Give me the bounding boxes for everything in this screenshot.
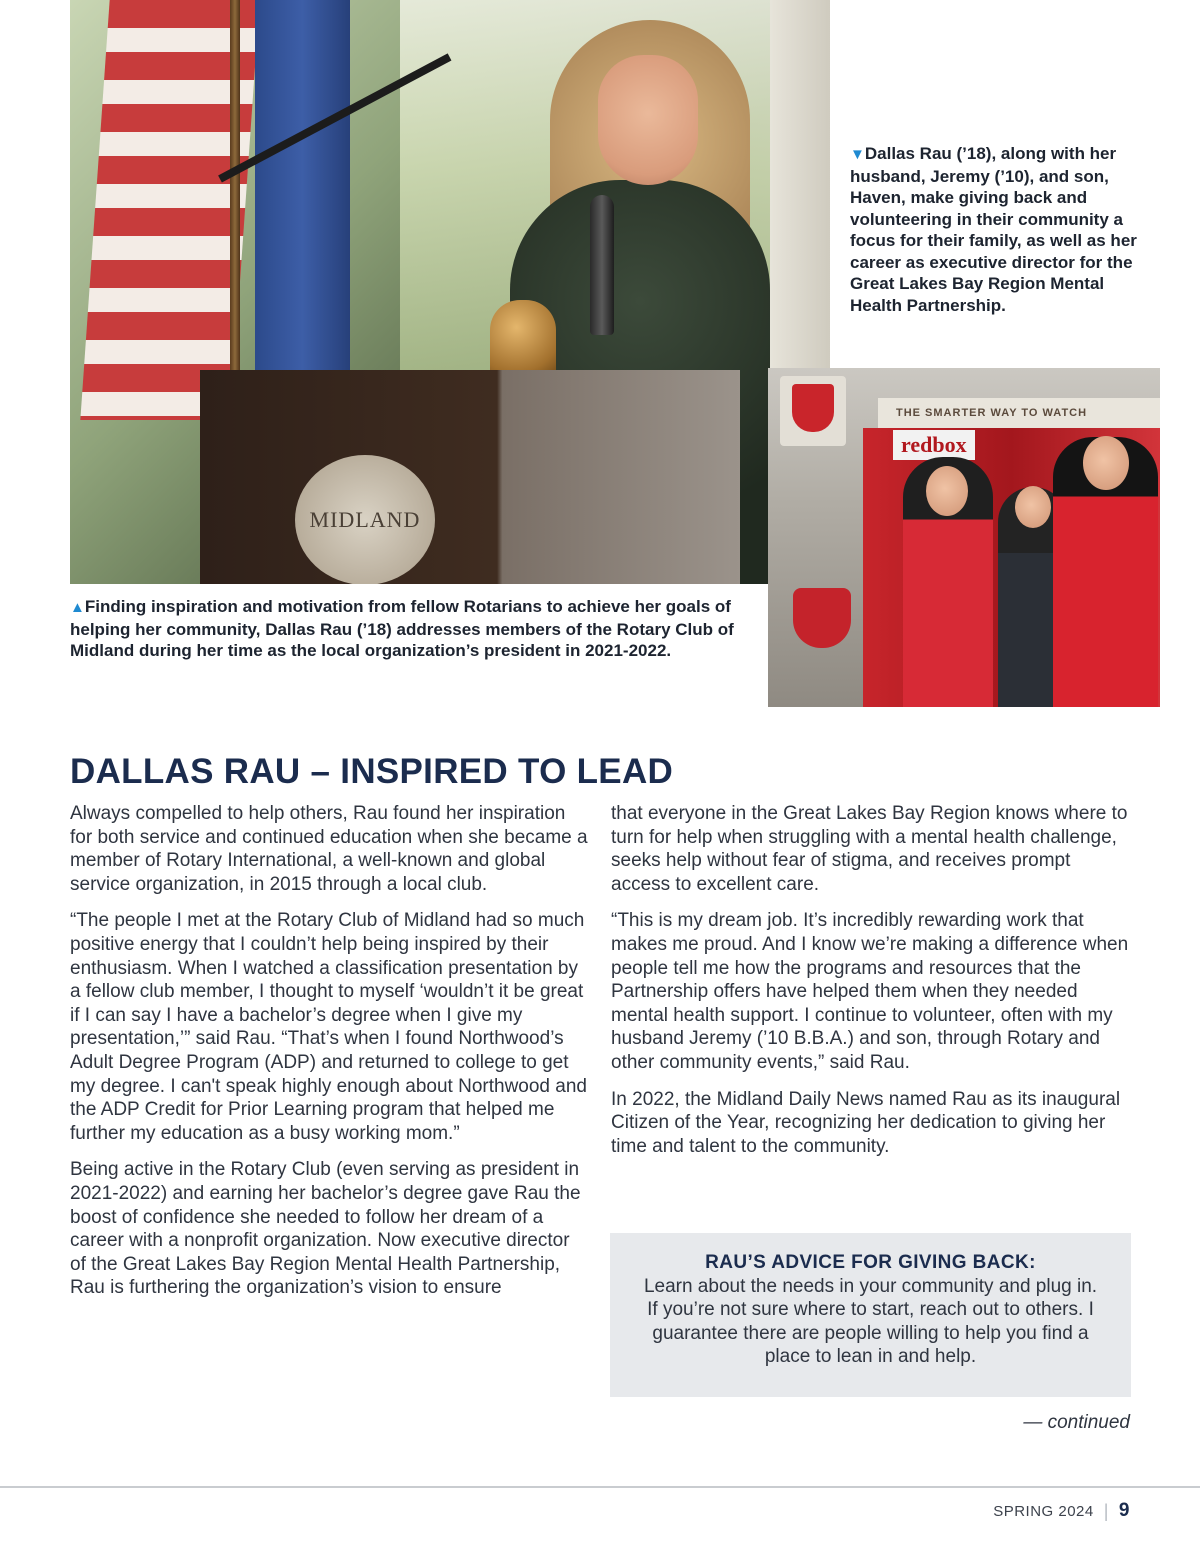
body-paragraph: that everyone in the Great Lakes Bay Region knows where to turn for help when struggling with a mental health challenge, seeks help without fear of stigma, and receives prompt access to excellent care. (611, 803, 1128, 895)
triangle-down-icon: ▼ (850, 146, 865, 163)
page-number: 9 (1118, 1500, 1130, 1521)
article-column-right (611, 802, 1131, 1171)
photo-family-volunteering (768, 368, 1160, 707)
article-column-left (70, 802, 590, 1313)
redbox-sign: redbox (893, 430, 975, 460)
podium-logo: MIDLAND (295, 455, 435, 584)
footer-separator: | (1103, 1500, 1109, 1521)
issue-label: SPRING 2024 (993, 1502, 1094, 1520)
rotary-bell (490, 300, 556, 378)
state-flag (255, 0, 350, 380)
body-paragraph: Always compelled to help others, Rau found her inspiration for both service and continued education when she became a member of Rotary International, a well-known and global service organization, in 2015 through a local club. (70, 803, 588, 895)
continued-note: — continued (1023, 1412, 1130, 1433)
photo-caption-podium: ▲Finding inspiration and motivation from fellow Rotarians to achieve her goals of helping her community, Dallas Rau (’18) addresses members of the Rotary Club of Midland during her time as the local organization’s president in 2021-2022. (70, 597, 734, 660)
body-paragraph: Being active in the Rotary Club (even serving as president in 2021-2022) and earning her bachelor’s degree gave Rau the boost of confidence she needed to follow her dream of a career with a nonprofit organization. Now executive director of the Great Lakes Bay Region Mental Health Partnership, Rau is furthering the organization’s vision to ensure (70, 1159, 581, 1299)
body-paragraph: “The people I met at the Rotary Club of Midland had so much positive energy that I couldn’t help being inspired by their enthusiasm. When I watched a classification presentation by a fellow club member, I thought to myself ‘wouldn’t it be great if I can say I have a bachelor’s degree when I give my presentation,’” said Rau. “That’s when I found Northwood’s Adult Degree Program (ADP) and returned to college to get my degree. I can't speak highly enough about Northwood and the ADP Credit for Prior Learning program that helped me further my education as a busy working mom.” (70, 910, 587, 1144)
footer-divider (0, 1486, 1200, 1488)
article-headline: DALLAS RAU – INSPIRED TO LEAD (70, 752, 674, 791)
photo-rotary-podium (70, 0, 830, 584)
advice-text: Learn about the needs in your community and plug in. If you’re not sure where to start, reach out to others. I guarantee there are people willing to help you find a place to lean in and help. (643, 1275, 1098, 1368)
red-kettle (793, 588, 851, 648)
photo-caption-family: ▼Dallas Rau (’18), along with her husband, Jeremy (’10), and son, Haven, make giving back and volunteering in their community a focus for their family, as well as her career as executive director for the Great Lakes Bay Region Mental Health Partnership. (850, 144, 1137, 315)
microphone (590, 195, 614, 335)
store-banner: THE SMARTER WAY TO WATCH (878, 398, 1160, 428)
page-footer (993, 1500, 1130, 1522)
salvation-army-sign (780, 376, 846, 446)
advice-title: RAU’S ADVICE FOR GIVING BACK: (705, 1252, 1036, 1273)
triangle-up-icon: ▲ (70, 599, 85, 616)
body-paragraph: “This is my dream job. It’s incredibly rewarding work that makes me proud. And I know we’re making a difference when people tell me how the programs and resources that the Partnership offers have helped them when they needed mental health support. I continue to volunteer, often with my husband Jeremy (’10 B.B.A.) and son, through Rotary and other community events,” said Rau. (611, 910, 1129, 1073)
body-paragraph: In 2022, the Midland Daily News named Rau as its inaugural Citizen of the Year, recognizing her dedication to giving her time and talent to the community. (611, 1088, 1121, 1157)
podium (200, 370, 740, 584)
advice-callout-box (610, 1233, 1131, 1397)
